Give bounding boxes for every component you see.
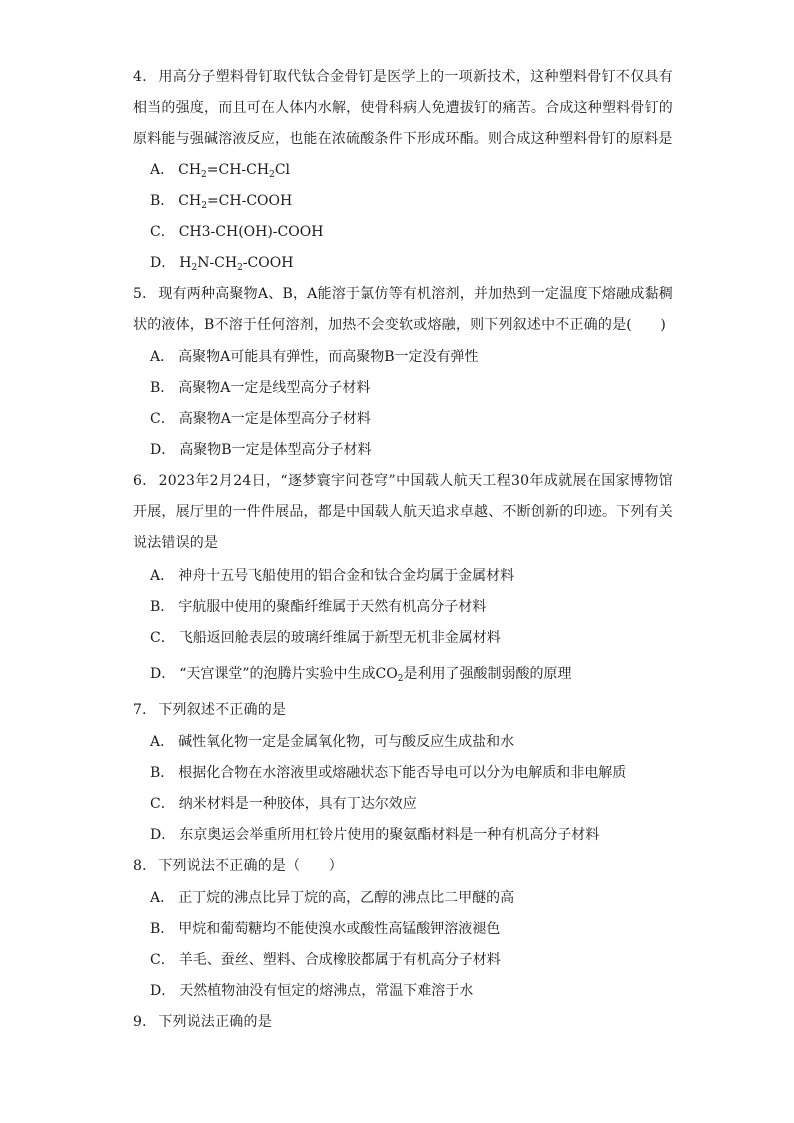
option-letter: D．: [150, 666, 176, 682]
option-letter: C．: [150, 952, 175, 968]
option-7a: [150, 732, 514, 752]
formula-part: CH: [178, 162, 202, 178]
option-8d: [150, 981, 473, 1001]
formula-part: =CH-CH: [206, 162, 270, 178]
option-letter: A．: [150, 162, 175, 178]
formula-subscript: 2: [201, 201, 207, 211]
question-number: 7．: [133, 702, 157, 718]
option-letter: B．: [150, 193, 175, 209]
question-7: [133, 695, 673, 726]
formula-subscript: 2: [397, 674, 404, 684]
formula-part: CH: [178, 193, 202, 209]
option-letter: C．: [150, 630, 175, 646]
question-stem: 用高分子塑料骨钉取代钛合金骨钉是医学上的一项新技术，这种塑料骨钉不仅具有相当的强度，而且可在人体内水解，使骨科病人免遭拔钉的痛苦。合成这种塑料骨钉的原料能与强碱溶液反应，也能在浓硫酸条件下形成环酯。则合成这种塑料骨钉的原料是: [133, 69, 673, 147]
option-letter: A．: [150, 734, 175, 750]
option-7d: [150, 825, 599, 845]
formula-subscript: 2: [191, 263, 198, 273]
option-letter: B．: [150, 380, 175, 396]
formula-part: H: [179, 255, 192, 271]
option-letter: B．: [150, 765, 175, 781]
formula-part: “天宫课堂”的泡腾片实验中生成CO: [179, 666, 398, 682]
option-text: 纳米材料是一种胶体，具有丁达尔效应: [178, 796, 417, 812]
question-number: 4．: [133, 69, 157, 85]
option-7c: [150, 794, 417, 814]
question-4: [133, 62, 673, 155]
option-text: 天然植物油没有恒定的熔沸点，常温下难溶于水: [179, 983, 474, 999]
option-8a: [150, 888, 514, 908]
formula-subscript: 2: [269, 170, 275, 180]
option-text: 根据化合物在水溶液里或熔融状态下能否导电可以分为电解质和非电解质: [178, 765, 627, 781]
option-letter: A．: [150, 568, 175, 584]
option-6a: [150, 566, 514, 586]
option-letter: B．: [150, 599, 175, 615]
option-4b: [150, 191, 292, 211]
option-6c: [150, 628, 501, 648]
formula-part: 是利用了强酸制弱酸的原理: [403, 666, 572, 682]
option-text: 宇航服中使用的聚酯纤维属于天然有机高分子材料: [178, 599, 487, 615]
option-4c: [150, 222, 323, 242]
option-8b: [150, 919, 500, 939]
option-4a: [150, 160, 290, 180]
formula-part: N-CH: [197, 255, 238, 271]
question-number: 8．: [133, 858, 157, 874]
question-stem: 2023年2月24日，“逐梦寰宇问苍穹”中国载人航天工程30年成就展在国家博物馆开展，展厅里的一件件展品，都是中国载人航天追求卓越、不断创新的印迹。下列有关说法错误的是: [133, 473, 673, 551]
option-letter: D．: [150, 983, 176, 999]
option-letter: A．: [150, 890, 175, 906]
option-text: 羊毛、蚕丝、塑料、合成橡胶都属于有机高分子材料: [178, 952, 501, 968]
option-6d: [150, 664, 571, 684]
option-5b: [150, 378, 370, 398]
question-5: [133, 279, 673, 341]
option-letter: D．: [150, 255, 176, 271]
option-text: 碱性氧化物一定是金属氧化物，可与酸反应生成盐和水: [178, 734, 515, 750]
option-4d: [150, 253, 293, 273]
formula-part: =CH-COOH: [206, 193, 293, 209]
option-5d: [150, 440, 372, 460]
option-6b: [150, 597, 486, 617]
option-letter: C．: [150, 796, 175, 812]
option-8c: [150, 950, 501, 970]
option-letter: C．: [150, 411, 175, 427]
option-text: 高聚物A一定是体型高分子材料: [178, 411, 371, 427]
formula-subscript: 2: [201, 170, 207, 180]
option-text: 正丁烷的沸点比异丁烷的高，乙醇的沸点比二甲醚的高: [178, 890, 515, 906]
question-stem: 下列说法正确的是: [158, 1014, 272, 1030]
question-number: 5．: [133, 286, 157, 302]
formula-subscript: 2: [237, 263, 243, 273]
option-text: 飞船返回舱表层的玻璃纤维属于新型无机非金属材料: [178, 630, 501, 646]
option-text: 东京奥运会举重所用杠铃片使用的聚氨酯材料是一种有机高分子材料: [179, 827, 600, 843]
option-letter: B．: [150, 921, 175, 937]
formula-part: -COOH: [242, 255, 294, 271]
question-stem: 下列叙述不正确的是: [158, 702, 287, 718]
option-text: 高聚物A一定是线型高分子材料: [178, 380, 371, 396]
option-text: 甲烷和葡萄糖均不能使溴水或酸性高锰酸钾溶液褪色: [178, 921, 501, 937]
formula-part: Cl: [274, 162, 291, 178]
option-letter: D．: [150, 827, 176, 843]
question-stem: 现有两种高聚物A、B，A能溶于氯仿等有机溶剂，并加热到一定温度下熔融成黏稠状的液体，B不溶于任何溶剂，加热不会变软或熔融，则下列叙述中不正确的是( ): [133, 286, 673, 333]
question-8: [133, 851, 673, 882]
option-text: 高聚物B一定是体型高分子材料: [179, 442, 372, 458]
option-letter: A．: [150, 349, 175, 365]
question-stem: 下列说法不正确的是（ ）: [158, 858, 343, 874]
option-letter: D．: [150, 442, 176, 458]
option-5a: [150, 347, 479, 367]
option-text: 高聚物A可能具有弹性，而高聚物B一定没有弹性: [178, 349, 479, 365]
question-6: [133, 466, 673, 559]
option-5c: [150, 409, 371, 429]
question-number: 6．: [133, 473, 157, 489]
question-number: 9．: [133, 1014, 157, 1030]
option-text: CH3-CH(OH)-COOH: [178, 224, 324, 240]
option-text: 神舟十五号飞船使用的铝合金和钛合金均属于金属材料: [178, 568, 515, 584]
option-7b: [150, 763, 626, 783]
question-9: [133, 1007, 673, 1038]
option-letter: C．: [150, 224, 175, 240]
